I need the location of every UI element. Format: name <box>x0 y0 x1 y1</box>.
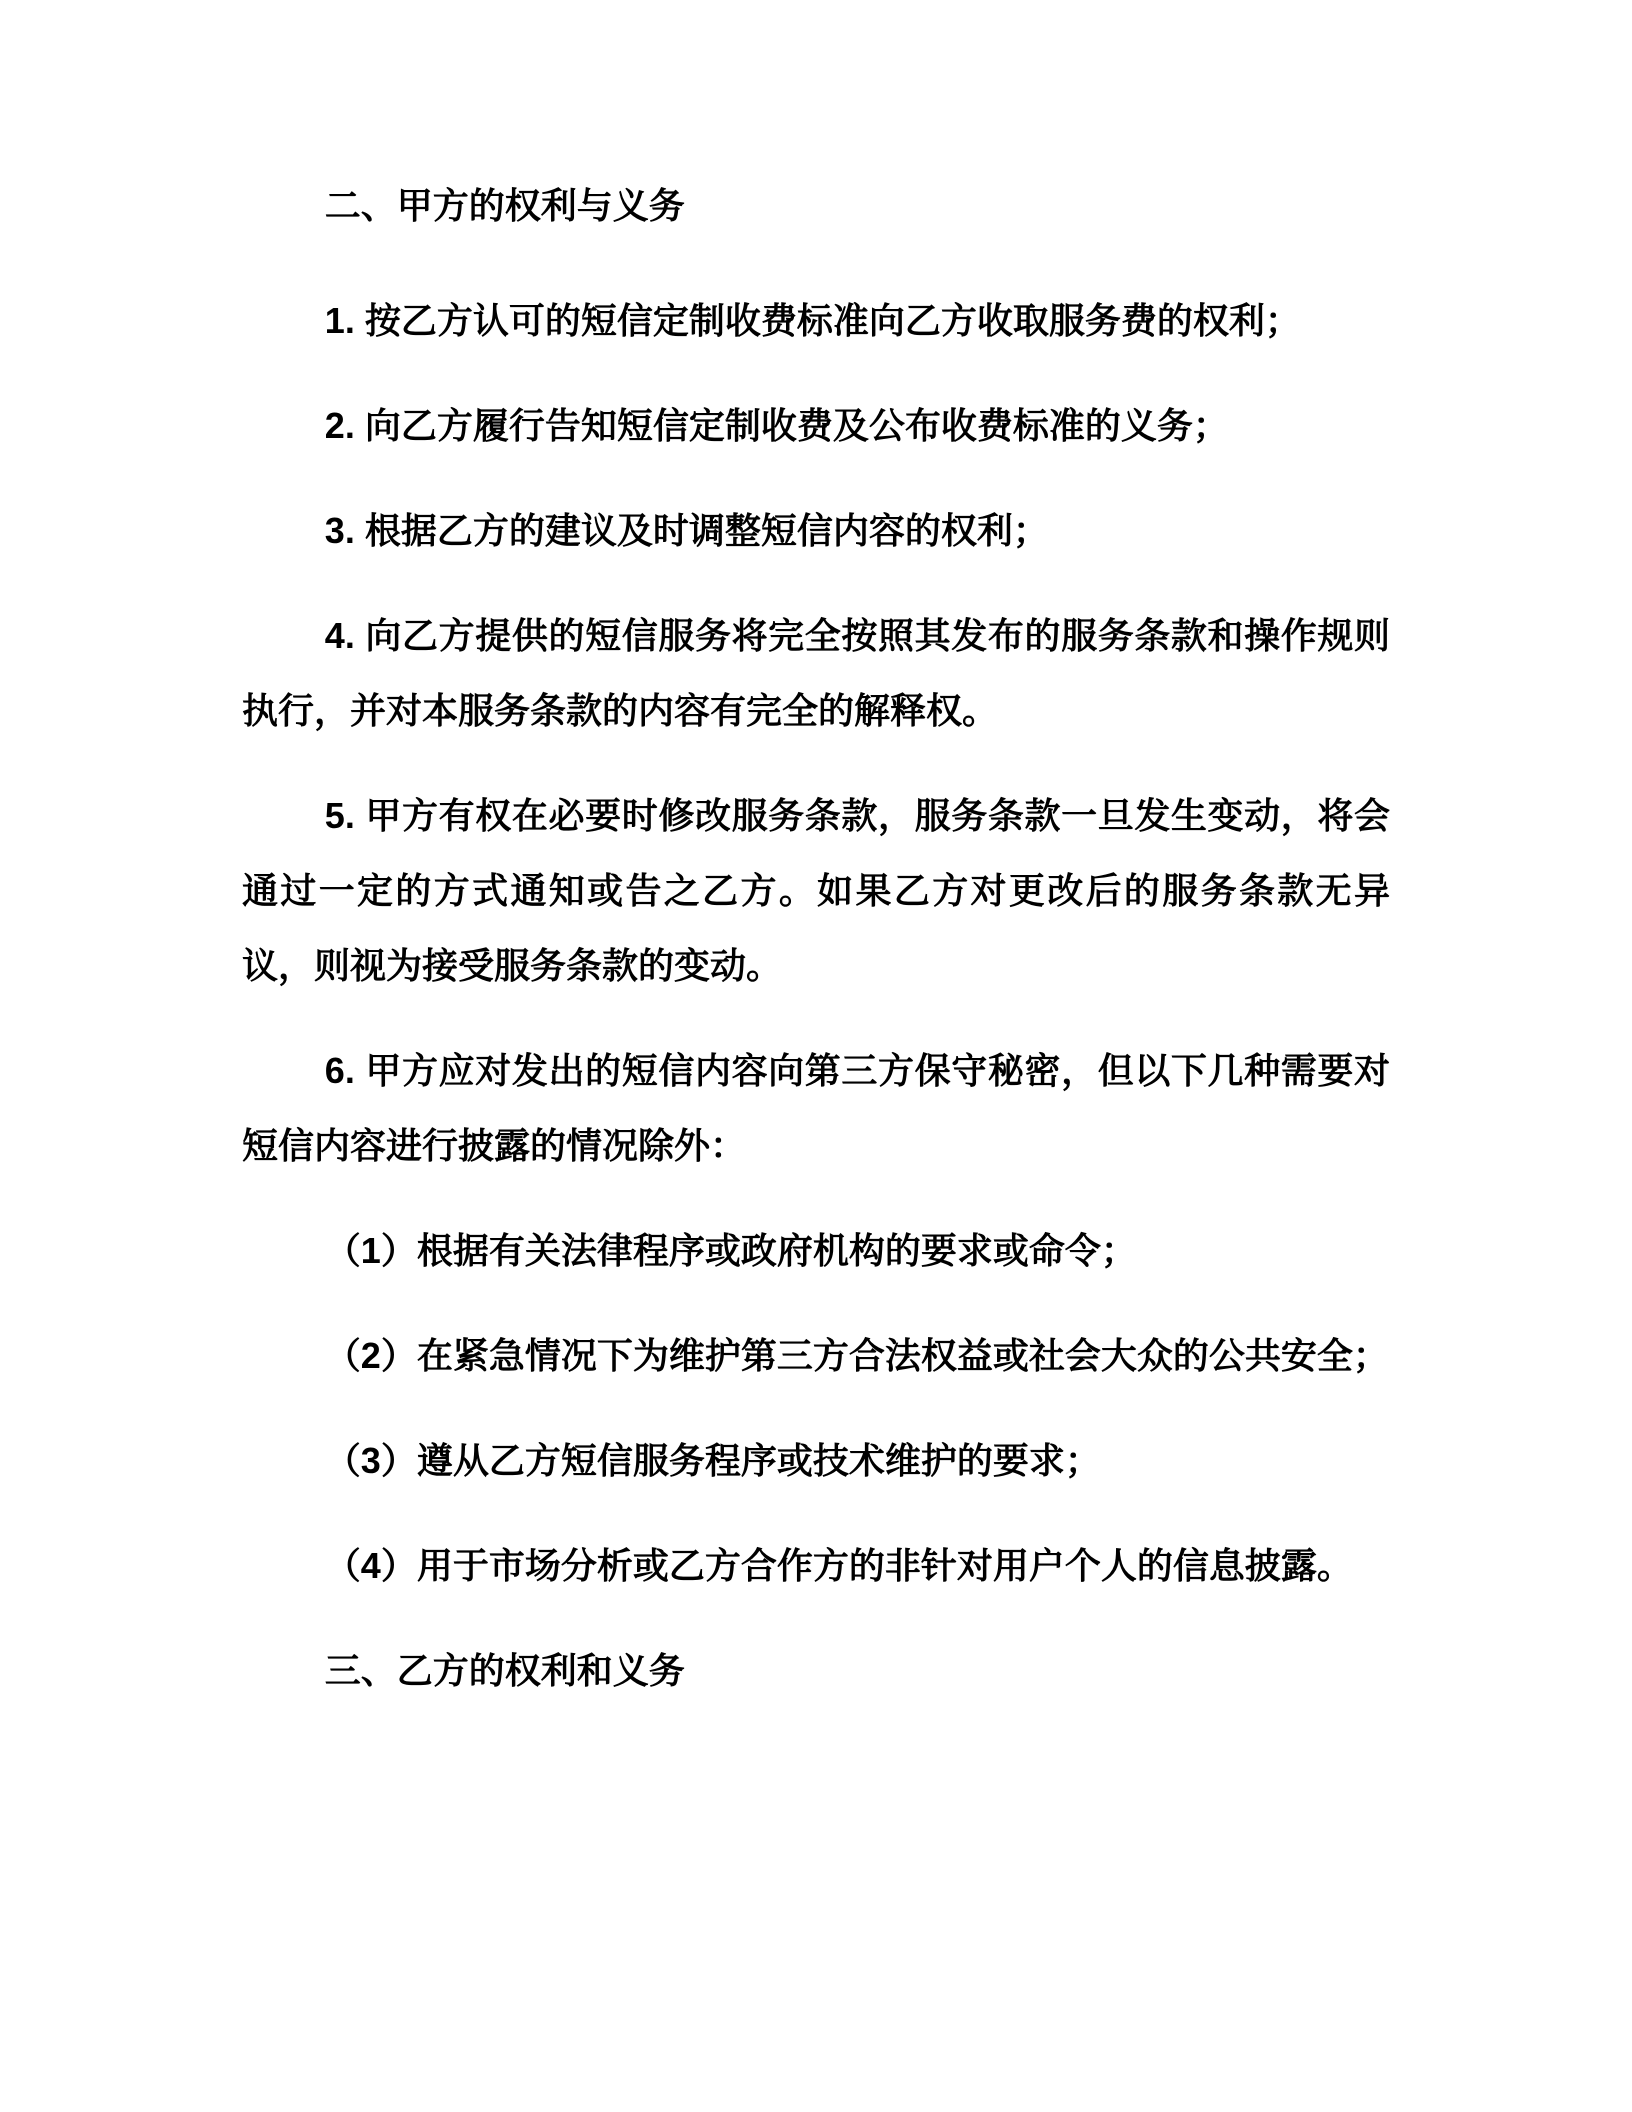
clause-item-1: 1. 按乙方认可的短信定制收费标准向乙方收取服务费的权利； <box>324 300 1301 341</box>
clause-item-2: 2. 向乙方履行告知短信定制收费及公布收费标准的义务； <box>324 405 1229 446</box>
section-heading-party-b: 三、乙方的权利和义务 <box>324 1650 685 1691</box>
sub-clause-item-2: （2）在紧急情况下为维护第三方合法权益或社会大众的公共安全； <box>324 1335 1389 1376</box>
clause-item-5: 5. 甲方有权在必要时修改服务条款，服务条款一旦发生变动，将会通过一定的方式通知或告之乙方。如果乙方对更改后的服务条款无异议，则视为接受服务条款的变动。 <box>242 795 1390 986</box>
sub-clause-item-3: （3）遵从乙方短信服务程序或技术维护的要求； <box>324 1440 1101 1481</box>
clause-item-3: 3. 根据乙方的建议及时调整短信内容的权利； <box>324 510 1049 551</box>
sub-clause-item-4: （4）用于市场分析或乙方合作方的非针对用户个人的信息披露。 <box>324 1545 1353 1586</box>
clause-item-4: 4. 向乙方提供的短信服务将完全按照其发布的服务条款和操作规则执行，并对本服务条款的内容有完全的解释权。 <box>242 615 1390 731</box>
sub-clause-item-1: （1）根据有关法律程序或政府机构的要求或命令； <box>324 1230 1137 1271</box>
section-heading-party-a: 二、甲方的权利与义务 <box>324 185 685 226</box>
clause-item-6: 6. 甲方应对发出的短信内容向第三方保守秘密，但以下几种需要对短信内容进行披露的情况除外： <box>242 1050 1390 1166</box>
